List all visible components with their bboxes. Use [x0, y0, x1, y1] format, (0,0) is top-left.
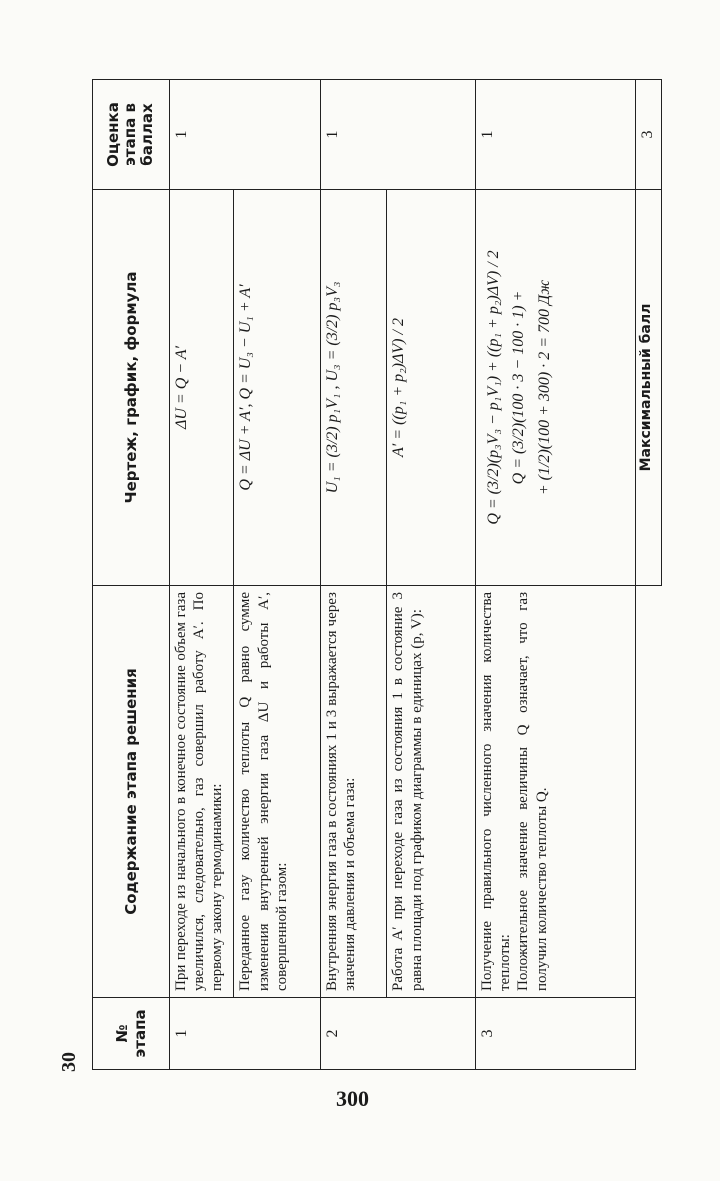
- total-row-blank: [635, 586, 662, 1070]
- header-formula: Чертеж, график, формула: [93, 190, 170, 586]
- stage-3-score: 1: [475, 80, 635, 190]
- stage-3-formula-a: Q = (3/2)(p₃V₃ − p₁V₁) + ((p₁ + p₂)ΔV) / 2: [484, 250, 502, 525]
- stage-1-formula-b: Q = ΔU + A′, Q = U₃ − U₁ + A′: [234, 190, 320, 586]
- header-score: Оценка этапа в баллах: [93, 80, 170, 190]
- stage-3-content: [475, 586, 635, 998]
- stage-3-content-b: Положительное значение величины Q означает, что газ получил количество теплоты Q.: [515, 592, 550, 991]
- total-score: 3: [635, 80, 662, 190]
- total-row: [635, 80, 662, 1070]
- stage-2-score: 1: [320, 80, 475, 190]
- rotated-solution-table: [58, 80, 662, 1072]
- page-number: 300: [336, 1086, 369, 1111]
- stage-3-formula-b: Q = (3/2)(100 · 3 − 100 · 1) +: [510, 290, 528, 485]
- total-label: Максимальный балл: [635, 190, 662, 586]
- solution-table: [92, 79, 662, 1070]
- stage-1-score: 1: [169, 80, 320, 190]
- stage-2-content-a: Внутренняя энергия газа в состояниях 1 и 3 выражается через значения давления и объема газа:: [320, 586, 387, 998]
- stage-2-formula-b: A′ = ((p₁ + p₂)ΔV) / 2: [387, 190, 475, 586]
- stage-1-row-a: [169, 80, 234, 1070]
- stage-2-formula-a: U₁ = (3/2) p₁V₁ , U₃ = (3/2) p₃V₃: [320, 190, 387, 586]
- header-content: Содержание этапа решения: [93, 586, 170, 998]
- stage-3-row: [475, 80, 635, 1070]
- stage-1-content-a: При переходе из начального в конечное состояние объем газа увеличился, следовательно, газ совершил работу A′. По первому закону термодинамики:: [169, 586, 234, 998]
- stage-3-content-a: Получение правильного численного значения количества теплоты:: [478, 592, 514, 991]
- stage-2-row-b: [387, 80, 475, 1070]
- stage-2-content-b: Работа A′ при переходе газа из состояния 1 в состояние 3 равна площади под графиком диаграммы в единицах (p, V):: [387, 586, 475, 998]
- stage-2-row-a: [320, 80, 387, 1070]
- header-stage-number: № этапа: [93, 998, 170, 1070]
- stage-2-number: 2: [320, 998, 475, 1070]
- header-row: [93, 80, 170, 1070]
- stage-3-number: 3: [475, 998, 635, 1070]
- stage-1-row-b: [234, 80, 320, 1070]
- stage-1-number: 1: [169, 998, 320, 1070]
- stage-3-formula: [475, 190, 635, 586]
- stage-1-formula-a: ΔU = Q − A′: [169, 190, 234, 586]
- task-number: 30: [58, 1052, 80, 1072]
- stage-3-formula-c: + (1/2)(100 + 300) · 2 = 700 Дж: [535, 279, 553, 496]
- stage-1-content-b: Переданное газу количество теплоты Q равно сумме изменения внутренней энергии газа ΔU и работы A′, совершенной газом:: [234, 586, 320, 998]
